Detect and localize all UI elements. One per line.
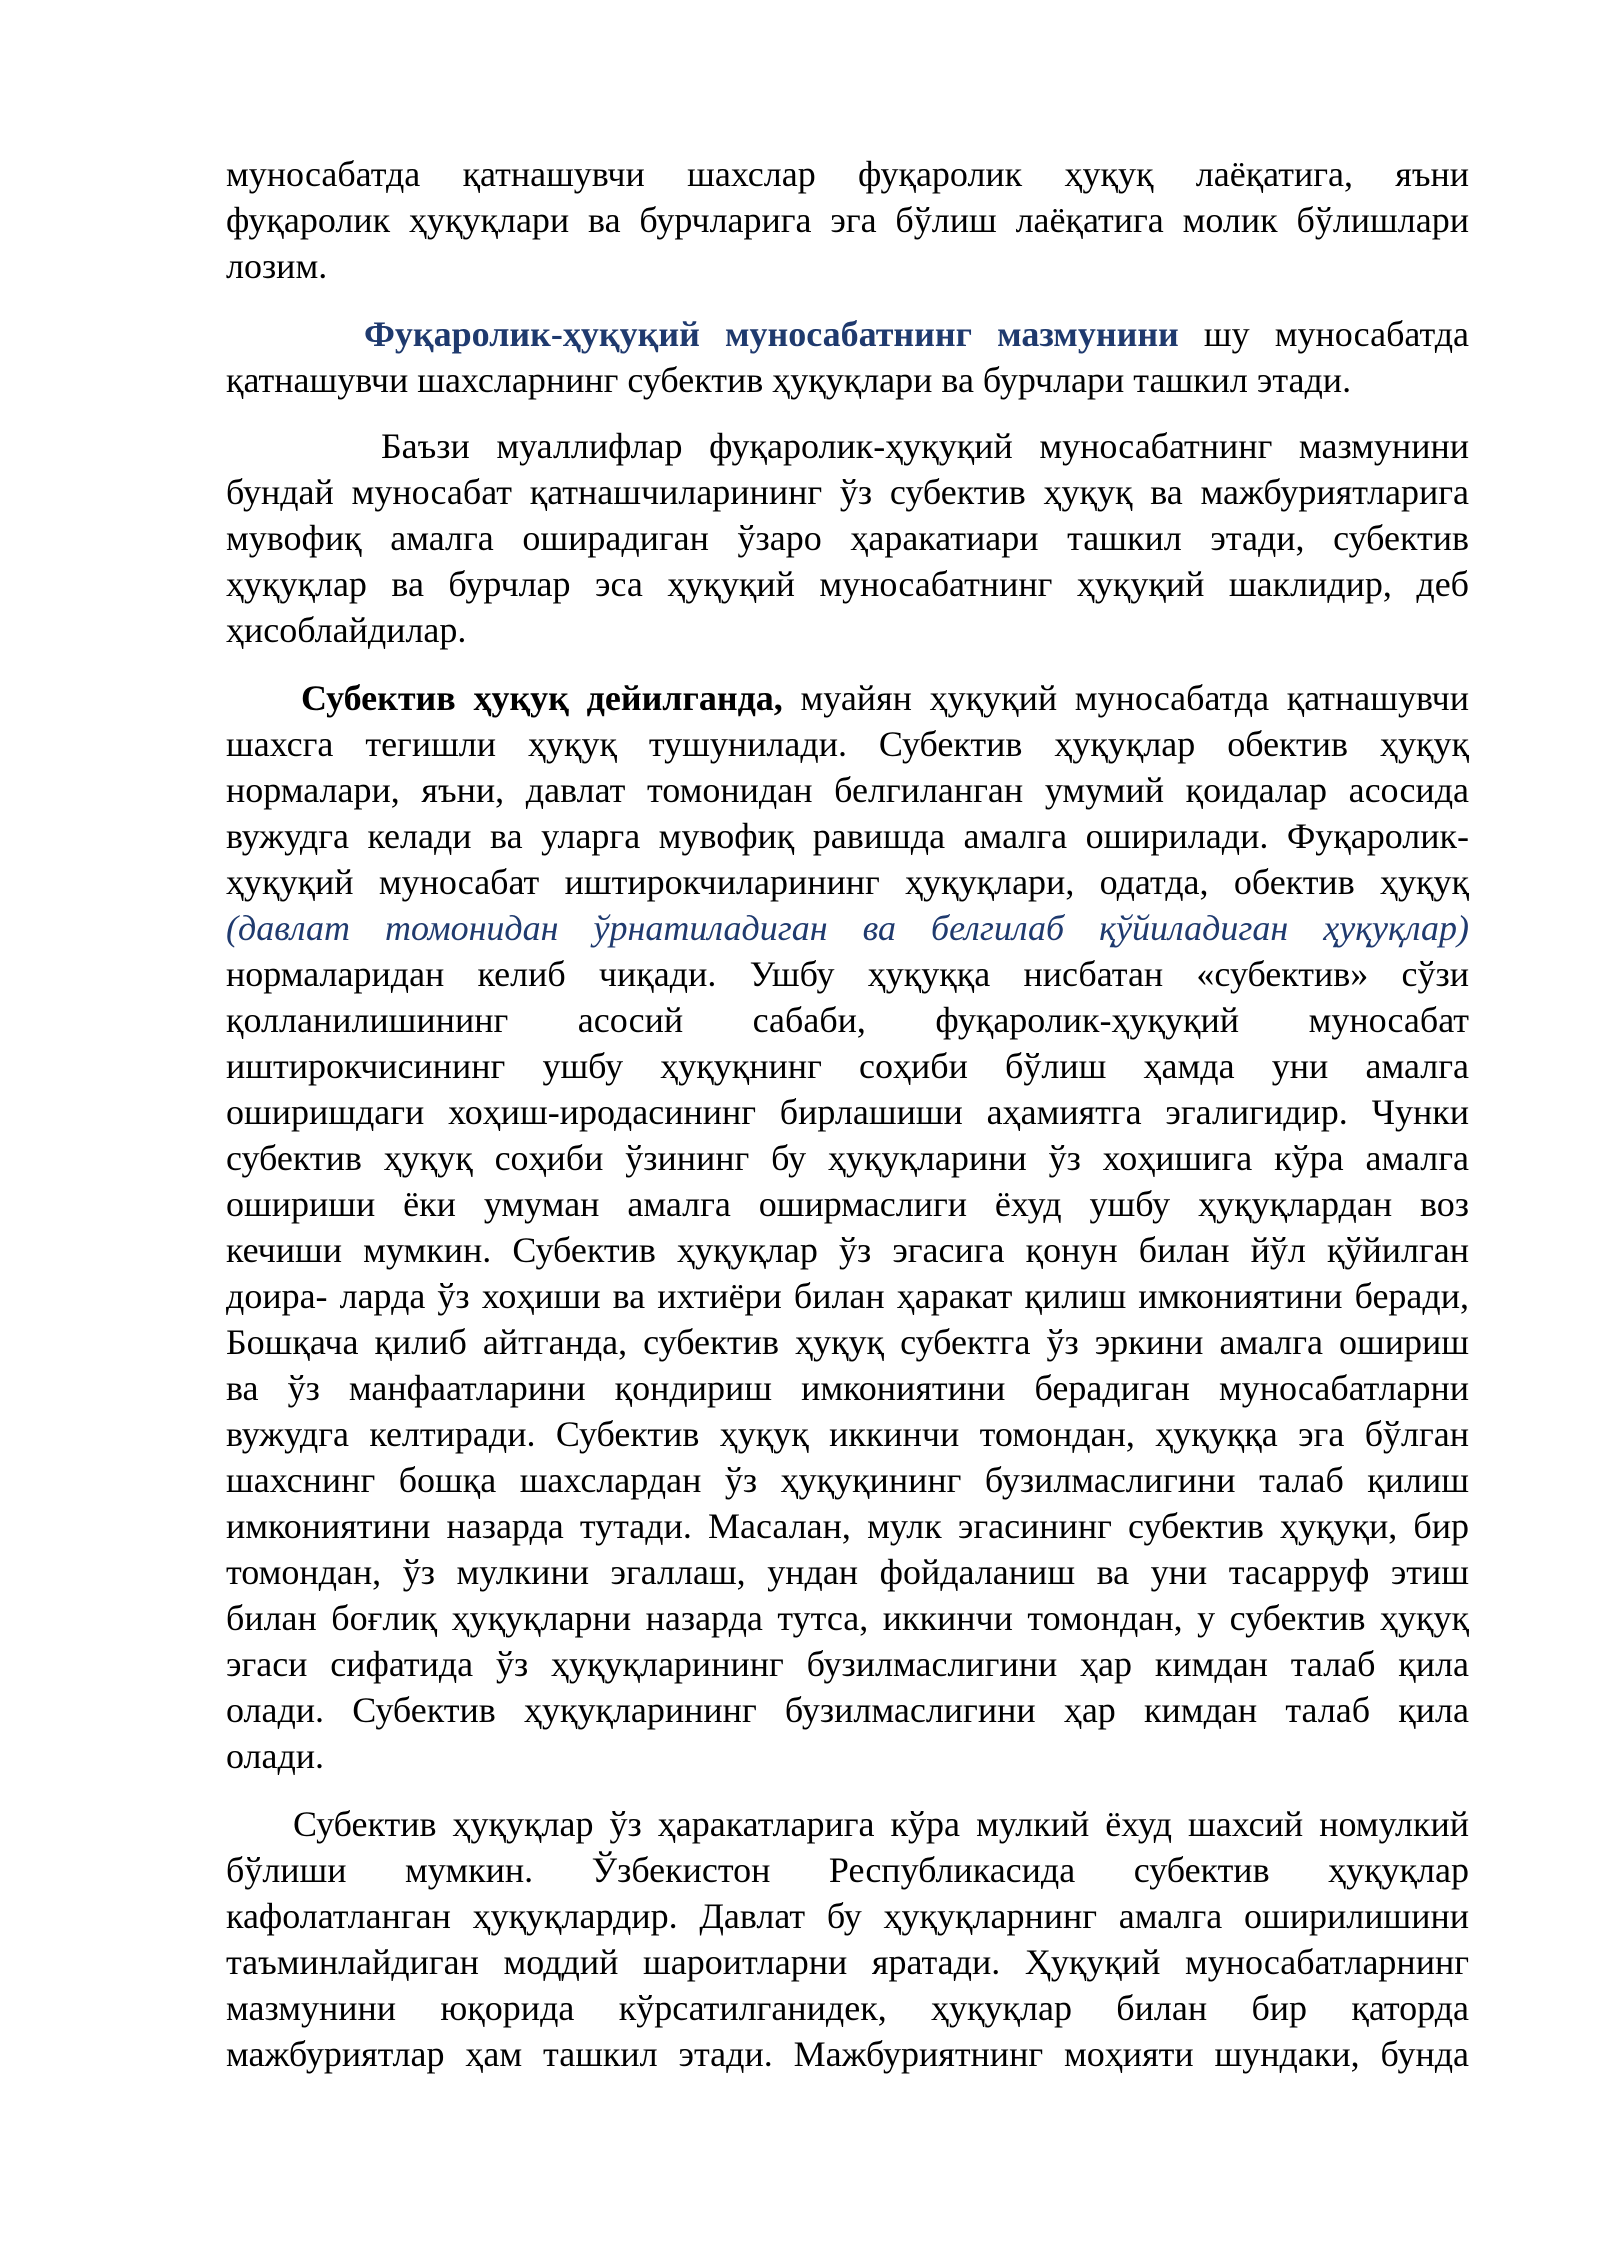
text-line: мазмунини юқорида кўрсатилганидек, ҳуқуқлар билан бир қаторда	[226, 1988, 1469, 2028]
text-line: ҳуқуқий муносабат иштирокчиларининг ҳуқуқлари, одатда, обектив ҳуқуқ	[226, 862, 1469, 902]
text-line: оширишдаги хоҳиш-иродасининг бирлашиши аҳамиятга эгалигидир. Чунки	[226, 1092, 1469, 1132]
text-column	[226, 151, 1469, 2077]
text-line: эгаси сифатида ўз ҳуқуқларининг бузилмаслигини ҳар кимдан талаб қила	[226, 1644, 1469, 1684]
text-line: ҳисоблайдилар.	[226, 610, 467, 650]
text-line: Субектив ҳуқуқлар ўз ҳаракатларига кўра мулкий ёхуд шахсий номулкий	[293, 1804, 1469, 1844]
text-line	[226, 311, 1469, 357]
text-line: Бошқача қилиб айтганда, субектив ҳуқуқ субектга ўз эркини амалга ошириш	[226, 1322, 1469, 1362]
text-line	[226, 675, 1469, 721]
paragraph-1	[226, 151, 1469, 289]
text-line: шахсга тегишли ҳуқуқ тушунилади. Субектив ҳуқуқлар обектив ҳуқуқ	[226, 724, 1469, 764]
text-line: бўлиши мумкин. Ўзбекистон Республикасида субектив ҳуқуқлар	[226, 1850, 1469, 1890]
text-line: қатнашувчи шахсларнинг субектив ҳуқуқлари ва бурчлари ташкил этади.	[226, 360, 1352, 400]
paragraph-3	[226, 423, 1469, 653]
highlighted-term: Фуқаролик-ҳуқуқий муносабатнинг мазмунини	[364, 314, 1179, 354]
text-line: имкониятини назарда тутади. Масалан, мулк эгасининг субектив ҳуқуқи, бир	[226, 1506, 1469, 1546]
text-line: доира- ларда ўз хоҳиши ва ихтиёри билан ҳаракат қилиш имкониятини беради,	[226, 1276, 1469, 1316]
italic-note-line: (давлат томонидан ўрнатиладиган ва белгилаб қўйиладиган ҳуқуқлар)	[226, 908, 1469, 948]
paragraph-2	[226, 311, 1469, 403]
bold-term: Субектив ҳуқуқ дейилганда,	[301, 678, 783, 718]
text-line: вужудга келтиради. Субектив ҳуқуқ иккинчи томондан, ҳуқуққа эга бўлган	[226, 1414, 1469, 1454]
text-line: муносабатда қатнашувчи шахслар фуқаролик ҳуқуқ лаёқатига, яъни	[226, 154, 1469, 194]
text-line: Баъзи муаллифлар фуқаролик-ҳуқуқий муносабатнинг мазмунини	[381, 426, 1469, 466]
paragraph-5	[226, 1801, 1469, 2077]
text-line: олади.	[226, 1736, 325, 1776]
text-line: таъминлайдиган моддий шароитларни яратади. Ҳуқуқий муносабатларнинг	[226, 1942, 1469, 1982]
text-run: муайян ҳуқуқий муносабатда қатнашувчи	[800, 678, 1469, 718]
text-line: олади. Субектив ҳуқуқларининг бузилмаслигини ҳар кимдан талаб қила	[226, 1690, 1469, 1730]
paragraph-4	[226, 675, 1469, 1779]
text-line: қолланилишининг асосий сабаби, фуқаролик-ҳуқуқий муносабат	[226, 1000, 1469, 1040]
text-line: нормалари, яъни, давлат томонидан белгиланган умумий қоидалар асосида	[226, 770, 1469, 810]
text-line: шахснинг бошқа шахслардан ўз ҳуқуқининг бузилмаслигини талаб қилиш	[226, 1460, 1469, 1500]
text-run: шу муносабатда	[1203, 314, 1469, 354]
text-line: нормаларидан келиб чиқади. Ушбу ҳуқуққа нисбатан «субектив» сўзи	[226, 954, 1469, 994]
text-line: кафолатланган ҳуқуқлардир. Давлат бу ҳуқуқларнинг амалга оширилишини	[226, 1896, 1469, 1936]
text-line: томондан, ўз мулкини эгаллаш, ундан фойдаланиш ва уни тасарруф этиш	[226, 1552, 1469, 1592]
text-line: ва ўз манфаатларини қондириш имкониятини берадиган муносабатларни	[226, 1368, 1469, 1408]
text-line: лозим.	[226, 246, 328, 286]
text-line: бундай муносабат қатнашчиларининг ўз субектив ҳуқуқ ва мажбуриятларига	[226, 472, 1469, 512]
text-line: ҳуқуқлар ва бурчлар эса ҳуқуқий муносабатнинг ҳуқуқий шаклидир, деб	[226, 564, 1469, 604]
text-line: билан боғлиқ ҳуқуқларни назарда тутса, иккинчи томондан, у субектив ҳуқуқ	[226, 1598, 1469, 1638]
text-line: субектив ҳуқуқ соҳиби ўзининг бу ҳуқуқларини ўз хоҳишига кўра амалга	[226, 1138, 1469, 1178]
text-line: кечиши мумкин. Субектив ҳуқуқлар ўз эгасига қонун билан йўл қўйилган	[226, 1230, 1469, 1270]
text-line: мувофиқ амалга оширадиган ўзаро ҳаракатиари ташкил этади, субектив	[226, 518, 1469, 558]
text-line: ошириши ёки умуман амалга оширмаслиги ёхуд ушбу ҳуқуқлардан воз	[226, 1184, 1469, 1224]
text-line: вужудга келади ва уларга мувофиқ равишда амалга оширилади. Фуқаролик-	[226, 816, 1469, 856]
text-line: фуқаролик ҳуқуқлари ва бурчларига эга бўлиш лаёқатига молик бўлишлари	[226, 200, 1469, 240]
text-line: мажбуриятлар ҳам ташкил этади. Мажбуриятнинг моҳияти шундаки, бунда	[226, 2034, 1469, 2074]
text-line: иштирокчисининг ушбу ҳуқуқнинг соҳиби бўлиш ҳамда уни амалга	[226, 1046, 1469, 1086]
